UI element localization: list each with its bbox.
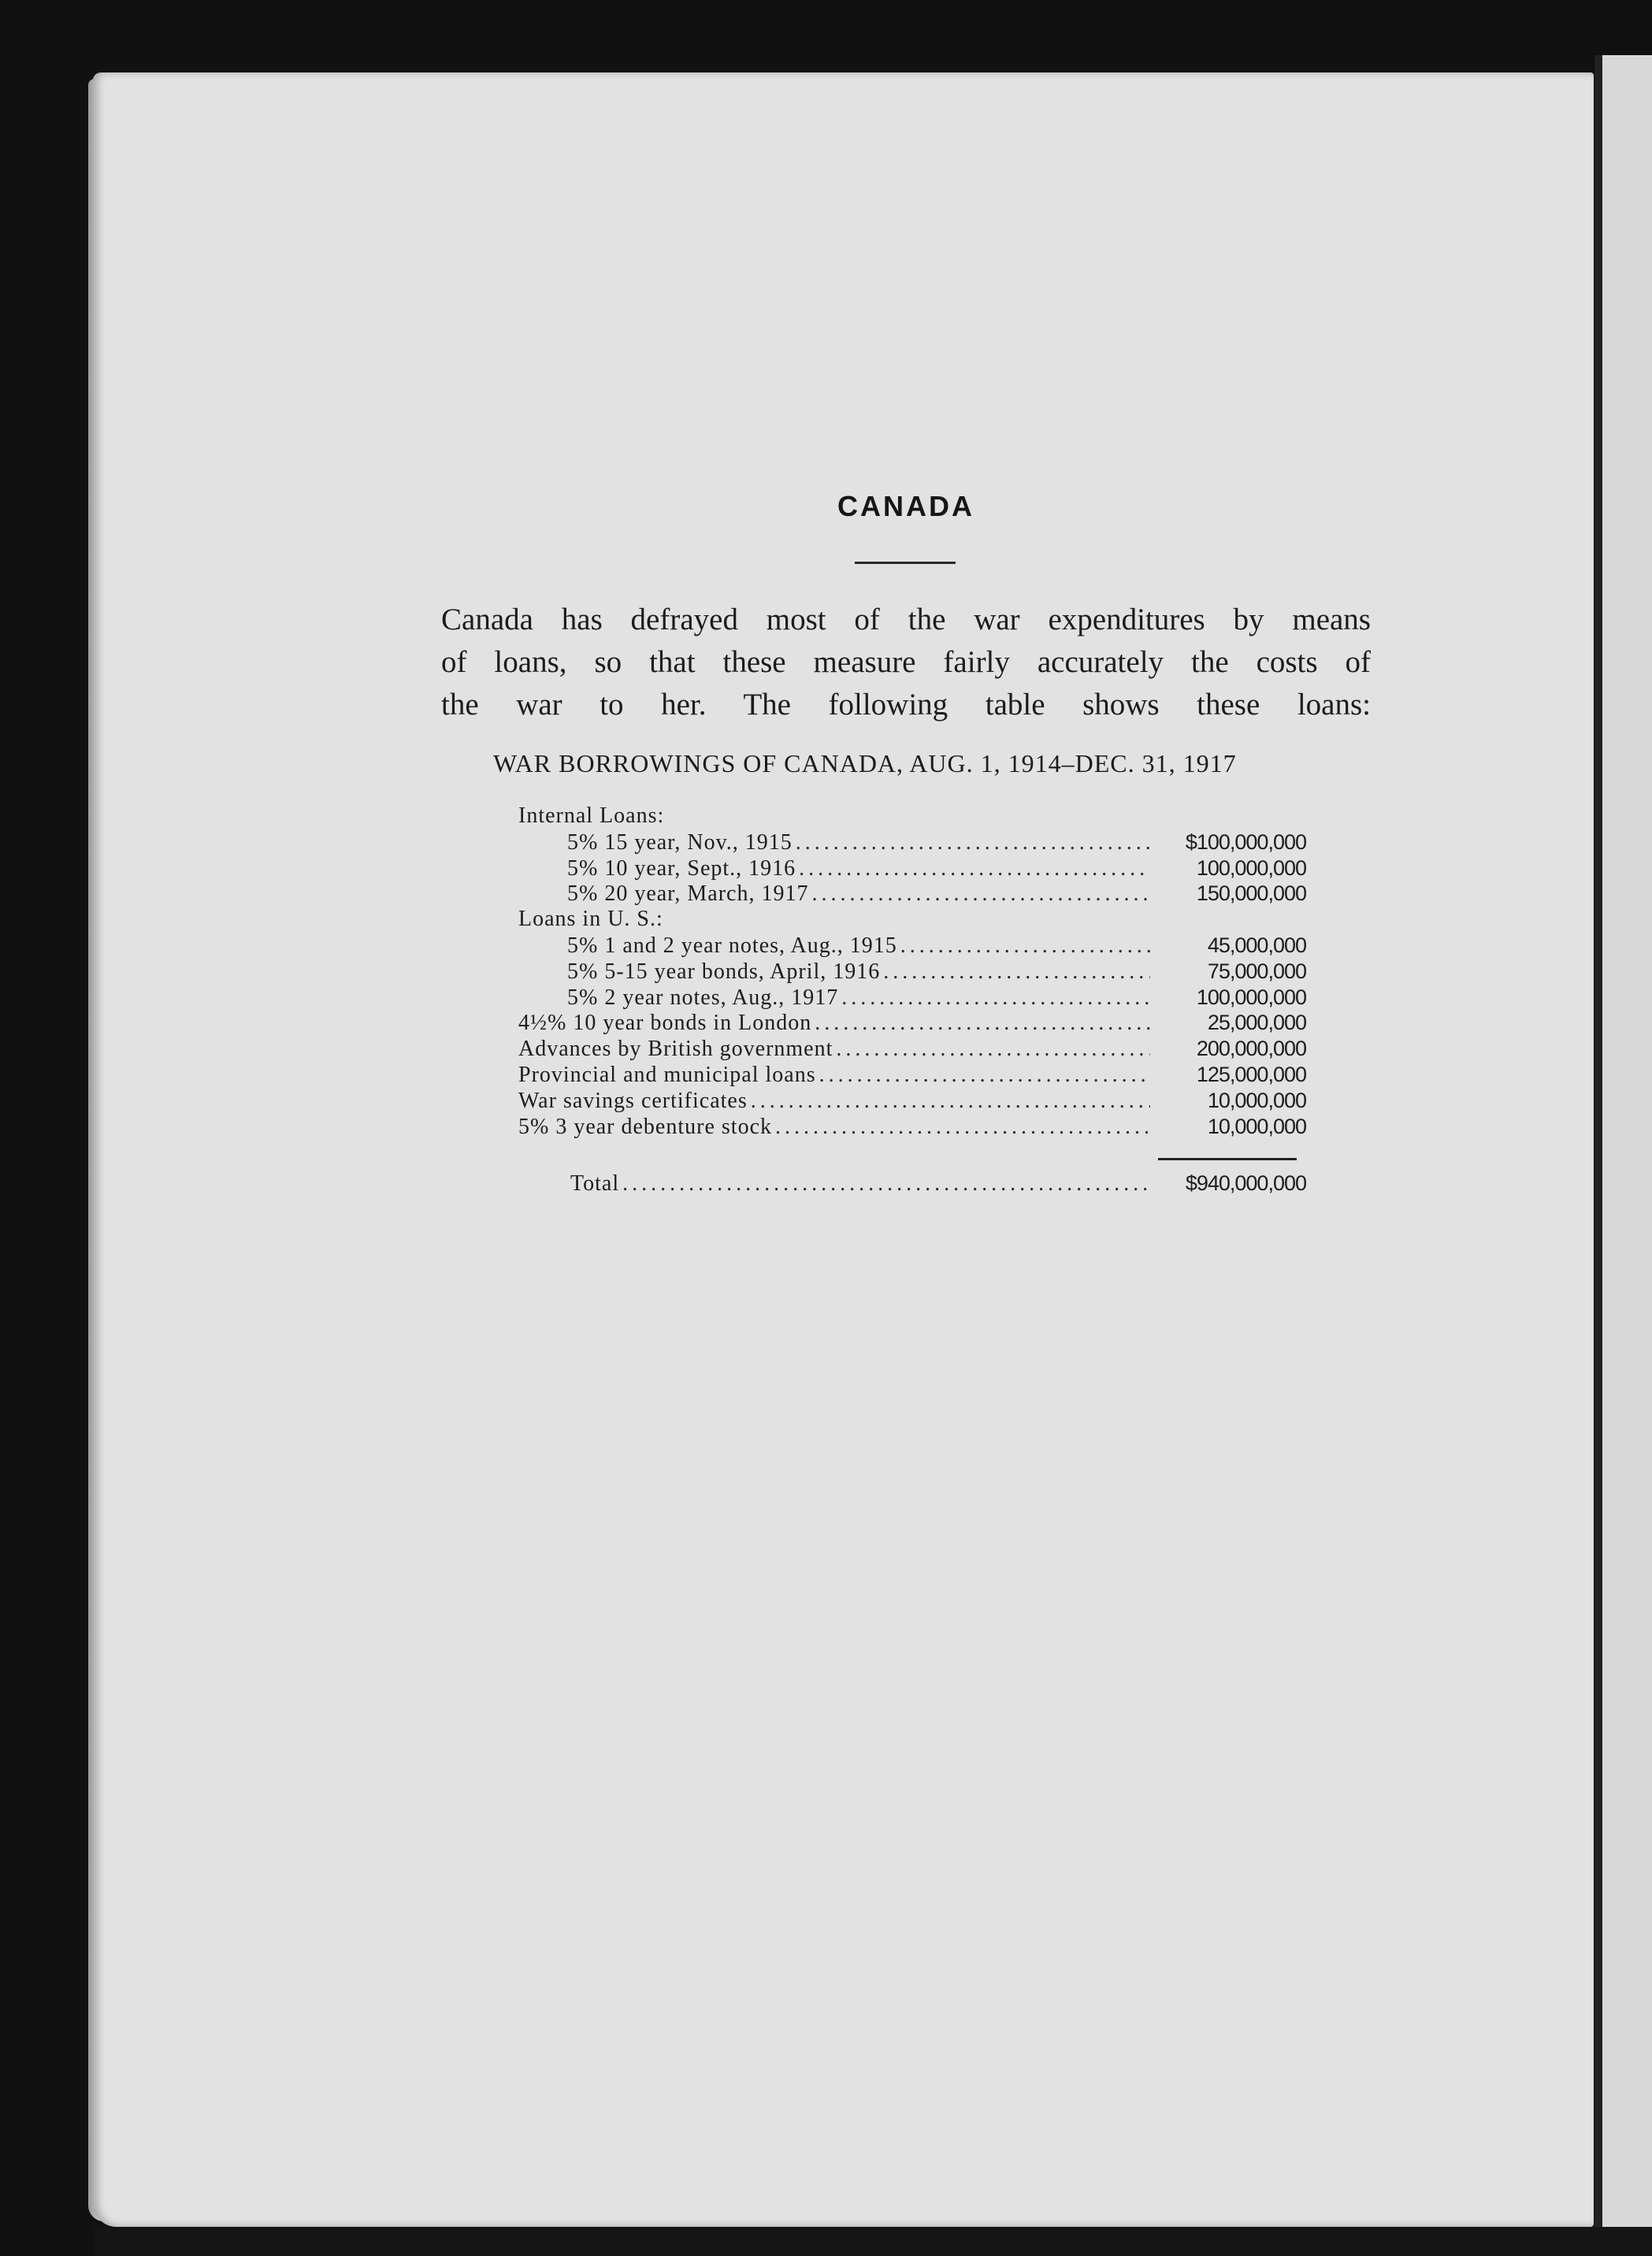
total-label: Total bbox=[570, 1171, 620, 1196]
row-label: 5% 2 year notes, Aug., 1917 bbox=[567, 985, 839, 1010]
intro-line: Canada has defrayed most of the war expenditures by means bbox=[441, 603, 1371, 636]
row-label: Provincial and municipal loans bbox=[518, 1062, 816, 1087]
table-row bbox=[518, 1010, 1306, 1036]
row-amount: 10,000,000 bbox=[1207, 1088, 1306, 1112]
dot-leader bbox=[836, 1037, 1150, 1063]
table-row bbox=[518, 855, 1306, 881]
table-row bbox=[518, 881, 1306, 907]
dot-leader bbox=[811, 881, 1150, 907]
total-row bbox=[518, 1171, 1306, 1197]
table-row bbox=[518, 933, 1306, 959]
row-amount: 125,000,000 bbox=[1196, 1062, 1306, 1086]
intro-line: the war to her. The following table shows these loans: bbox=[441, 688, 1371, 722]
row-amount: 10,000,000 bbox=[1207, 1114, 1306, 1138]
row-label: 5% 20 year, March, 1917 bbox=[567, 881, 809, 907]
intro-paragraph bbox=[441, 599, 1371, 726]
row-label: Advances by British government bbox=[518, 1037, 833, 1062]
row-amount: 200,000,000 bbox=[1196, 1037, 1306, 1061]
dot-leader bbox=[900, 933, 1150, 959]
dot-leader bbox=[819, 1063, 1150, 1089]
intro-line: of loans, so that these measure fairly accurately the costs of bbox=[441, 645, 1371, 679]
row-amount: 45,000,000 bbox=[1207, 933, 1306, 957]
row-label: 5% 1 and 2 year notes, Aug., 1915 bbox=[567, 933, 897, 958]
row-label: 5% 15 year, Nov., 1915 bbox=[567, 829, 793, 855]
row-amount: 25,000,000 bbox=[1207, 1011, 1306, 1035]
dot-leader bbox=[799, 856, 1150, 882]
total-amount: $940,000,000 bbox=[1185, 1171, 1306, 1195]
total-rule bbox=[1158, 1158, 1297, 1160]
row-label: 5% 10 year, Sept., 1916 bbox=[567, 855, 796, 881]
loans-table bbox=[518, 803, 1306, 1139]
row-label: 5% 5-15 year bonds, April, 1916 bbox=[567, 959, 881, 984]
dot-leader bbox=[751, 1089, 1150, 1115]
dot-leader bbox=[815, 1011, 1150, 1037]
table-row bbox=[518, 985, 1306, 1011]
row-amount: 150,000,000 bbox=[1196, 881, 1306, 906]
table-row bbox=[518, 1171, 1306, 1197]
dot-leader bbox=[775, 1115, 1150, 1141]
row-amount: 75,000,000 bbox=[1207, 959, 1306, 983]
row-label: Loans in U. S.: bbox=[518, 907, 663, 932]
table-title: WAR BORROWINGS OF CANADA, AUG. 1, 1914–DEC. 31, 1917 bbox=[493, 749, 1237, 777]
table-row bbox=[518, 803, 1306, 829]
table-row bbox=[518, 959, 1306, 985]
row-label: War savings certificates bbox=[518, 1088, 748, 1113]
table-row bbox=[518, 1114, 1306, 1140]
table-row bbox=[518, 1062, 1306, 1088]
row-amount: 100,000,000 bbox=[1196, 985, 1306, 1009]
table-row bbox=[518, 829, 1306, 855]
row-label: 5% 3 year debenture stock bbox=[518, 1114, 772, 1139]
title-rule bbox=[855, 562, 956, 564]
row-label: 4½% 10 year bonds in London bbox=[518, 1011, 812, 1036]
dot-leader bbox=[841, 985, 1150, 1011]
row-amount: $100,000,000 bbox=[1185, 829, 1306, 854]
table-row bbox=[518, 1088, 1306, 1114]
row-label: Internal Loans: bbox=[518, 803, 665, 828]
dot-leader bbox=[622, 1171, 1150, 1197]
page-title: CANADA bbox=[837, 490, 974, 522]
dot-leader bbox=[883, 959, 1150, 985]
row-amount: 100,000,000 bbox=[1196, 855, 1306, 880]
table-row bbox=[518, 907, 1306, 933]
table-row bbox=[518, 1036, 1306, 1062]
dot-leader bbox=[796, 830, 1150, 856]
